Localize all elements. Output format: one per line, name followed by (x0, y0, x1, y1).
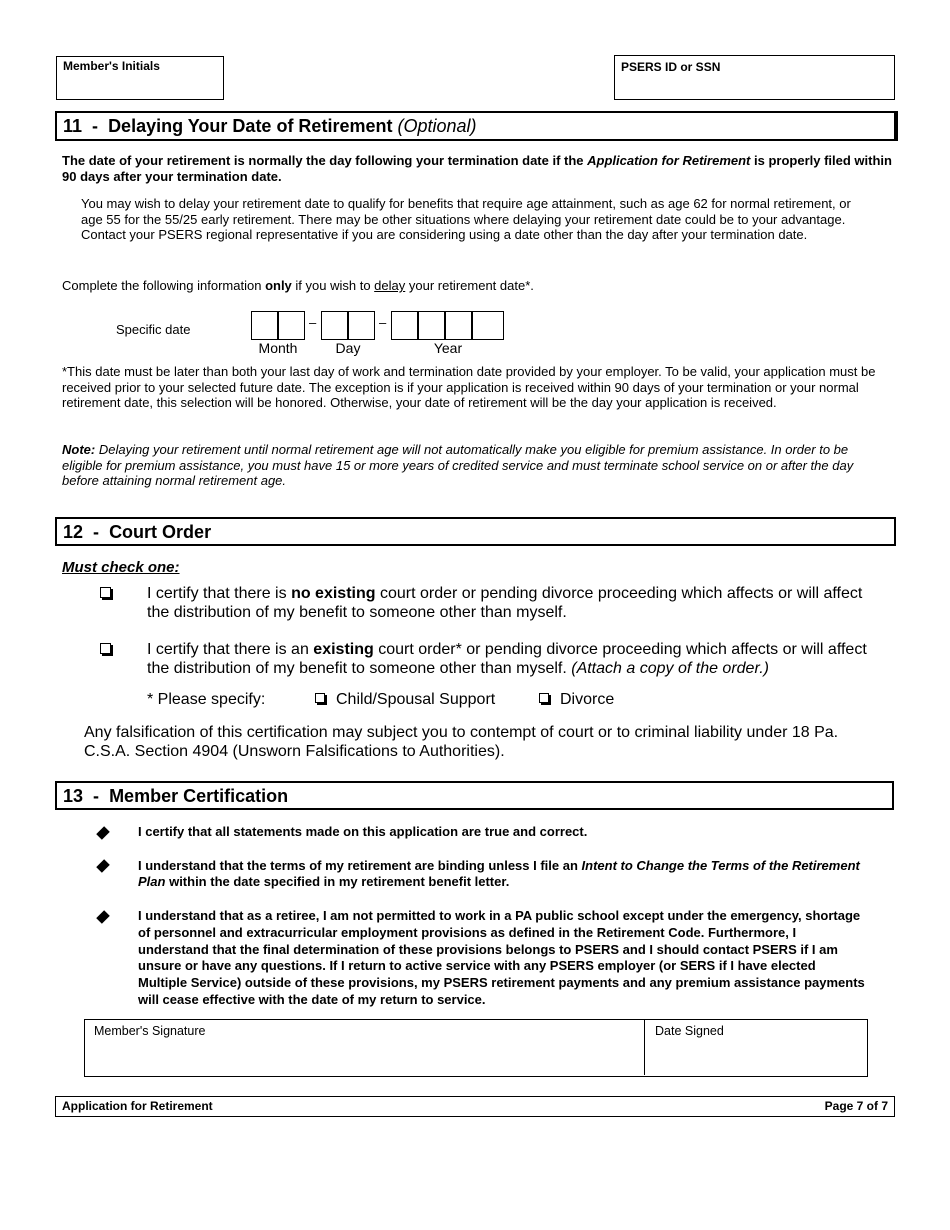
date-signed-field[interactable] (645, 1020, 866, 1075)
complete-instruction: Complete the following information only if you wish to delay your retirement date*. (62, 278, 534, 293)
specific-date-label: Specific date (116, 322, 191, 337)
certification-statement-3: I understand that as a retiree, I am not permitted to work in a PA public school except under the emergency, shortage of personnel and extracurricular employment provisions as defined in the Retirement Code. Furthermore, I understand that the final determination of these provisions belongs to PSERS and I should contact PSERS if I am unsure or have any questions. If I return to active service with any PSERS employer (or SERS if I have elected Multiple Service) outside of these provisions, my PSERS retirement payments and any premium assistance payments will cease effective with the date of my return to service. (138, 908, 865, 1007)
member-initials-label: Member's Initials (63, 59, 160, 73)
section-11-optional: (Optional) (397, 116, 477, 136)
certification-statement-2: I understand that the terms of my retirement are binding unless I file an Intent to Change the Terms of the Retirement Plan within the date specified in my retirement benefit letter. (138, 858, 860, 889)
psers-id-field[interactable] (614, 55, 895, 100)
section-13-header: 13 - Member Certification (55, 781, 894, 810)
section-11-number: 11 (63, 116, 83, 136)
section-12-header: 12 - Court Order (55, 517, 896, 546)
month-digit-1[interactable] (251, 311, 278, 340)
must-check-label: Must check one: (62, 559, 180, 576)
section-11-paragraph: You may wish to delay your retirement date to qualify for benefits that require age attainment, such as age 62 for normal retirement, or age 55 for the 55/25 early retirement. There may be other situations where delaying your retirement date could be to your advantage. Contact your PSERS regional representative if you are considering using a date other than the day after your termination date. (81, 196, 851, 242)
bullet-diamond-icon (96, 859, 110, 873)
existing-court-order-checkbox[interactable] (100, 643, 111, 654)
month-digit-2[interactable] (278, 311, 305, 340)
section-13-number: 13 (63, 786, 84, 806)
date-dash-1: – (309, 315, 317, 330)
date-footnote: *This date must be later than both your last day of work and termination date provided by your employer. To be valid, your application must be received prior to your selected future date. The exception is if your application is received within 90 days of your termination or your normal retirement date, this selection will be honored. Otherwise, your date of retirement will be the day your application is received. (62, 364, 876, 410)
no-court-order-text: I certify that there is no existing court order or pending divorce proceeding which affects or will affect the distribution of my benefit to someone other than myself. (147, 585, 863, 621)
section-12-title: Court Order (109, 522, 212, 542)
certification-statement-1: I certify that all statements made on this application are true and correct. (138, 824, 588, 839)
bullet-diamond-icon (96, 910, 110, 924)
footer-page-number: Page 7 of 7 (824, 1099, 888, 1113)
section-12-number: 12 (63, 522, 84, 542)
member-signature-field[interactable] (85, 1020, 645, 1075)
section-11-intro: The date of your retirement is normally the day following your termination date if the Application for Retirement is properly filed within 90 days after your termination date. (62, 153, 892, 184)
premium-note: Note: Delaying your retirement until normal retirement age will not automatically make you eligible for premium assistance. In order to be eligible for premium assistance, you must have 15 or more years of credited service and must terminate school service on or after the day before attaining normal retirement age. (62, 442, 854, 488)
day-digit-1[interactable] (321, 311, 348, 340)
specific-date-input[interactable] (251, 311, 506, 342)
child-support-label: Child/Spousal Support (336, 691, 496, 708)
signature-block (84, 1019, 868, 1077)
date-signed-label: Date Signed (655, 1024, 724, 1038)
day-label: Day (335, 340, 361, 356)
year-digit-4[interactable] (472, 311, 504, 340)
child-support-checkbox[interactable] (315, 693, 325, 703)
day-digit-2[interactable] (348, 311, 375, 340)
member-initials-field[interactable] (56, 56, 224, 100)
psers-id-label: PSERS ID or SSN (621, 60, 721, 74)
year-digit-3[interactable] (445, 311, 472, 340)
divorce-label: Divorce (560, 691, 615, 708)
bullet-diamond-icon (96, 826, 110, 840)
month-label: Month (258, 340, 298, 356)
section-11-title: Delaying Your Date of Retirement (108, 116, 393, 136)
year-digit-2[interactable] (418, 311, 445, 340)
year-digit-1[interactable] (391, 311, 418, 340)
date-dash-2: – (379, 315, 387, 330)
section-13-title: Member Certification (109, 786, 289, 806)
member-signature-label: Member's Signature (94, 1024, 206, 1038)
year-label: Year (433, 340, 463, 356)
please-specify-label: * Please specify: (147, 691, 266, 708)
divorce-checkbox[interactable] (539, 693, 549, 703)
page-footer (55, 1096, 895, 1117)
falsification-warning: Any falsification of this certification may subject you to contempt of court or to criminal liability under 18 Pa. C.S.A. Section 4904 (Unsworn Falsifications to Authorities). (84, 724, 839, 760)
section-11-header: 11 - Delaying Your Date of Retirement (Optional) (55, 111, 896, 141)
no-court-order-checkbox[interactable] (100, 587, 111, 598)
footer-form-name: Application for Retirement (62, 1099, 213, 1113)
existing-court-order-text: I certify that there is an existing court order* or pending divorce proceeding which affects or will affect the distribution of my benefit to someone other than myself. (Attach a copy of the order.) (147, 641, 867, 677)
